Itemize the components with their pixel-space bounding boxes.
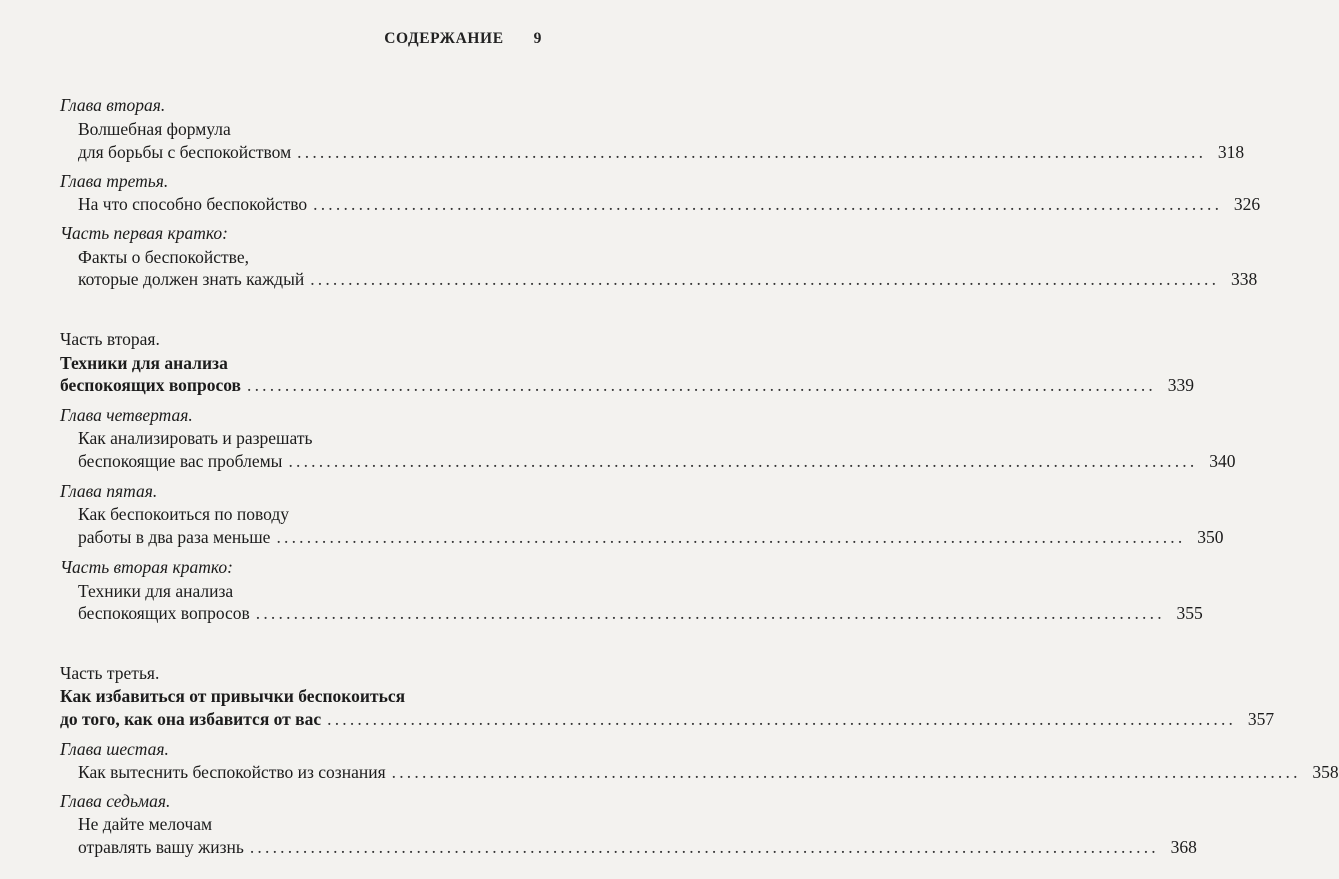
toc-title: Факты о беспокойстве, [78, 247, 249, 267]
dot-leader: ........................................................................................................................ [276, 527, 1186, 547]
toc-entry[interactable] [60, 708, 1275, 730]
dot-leader: ........................................................................................................................ [288, 451, 1198, 471]
toc-entry[interactable] [78, 761, 1339, 783]
toc-page-number: 326 [1233, 194, 1261, 214]
page-number: 9 [533, 30, 542, 47]
toc-title: беспокоящих вопросов [78, 603, 250, 623]
running-header [384, 30, 542, 48]
toc-page-number: 338 [1230, 269, 1258, 289]
toc-page-number: 350 [1197, 527, 1224, 547]
toc-entry[interactable] [78, 526, 1224, 548]
toc-title: Как вытеснить беспокойство из сознания [78, 762, 386, 782]
dot-leader: ........................................................................................................................ [327, 709, 1237, 729]
toc-page-number: 339 [1167, 375, 1194, 395]
toc-title: Не дайте мелочам [78, 814, 213, 834]
toc-title: Техники для анализа [78, 581, 234, 601]
toc-title: работы в два раза меньше [78, 527, 271, 547]
part-title: до того, как она избавится от вас [60, 709, 322, 729]
toc-label: Глава третья. [60, 171, 169, 191]
toc-entry[interactable] [78, 141, 1245, 163]
toc-title: Как анализировать и разрешать [78, 428, 313, 448]
toc-title: Как беспокоиться по поводу [78, 504, 290, 524]
toc-title: для борьбы с беспокойством [78, 142, 292, 162]
dot-leader: ........................................................................................................................ [310, 269, 1220, 289]
toc-title: которые должен знать каждый [78, 269, 305, 289]
toc-label: Глава седьмая. [60, 791, 171, 811]
toc-title: беспокоящие вас проблемы [78, 451, 283, 471]
toc-entry[interactable] [78, 602, 1203, 624]
toc-page-number: 355 [1176, 603, 1203, 623]
toc-page-number: 357 [1247, 709, 1275, 729]
toc-label: Часть вторая кратко: [60, 557, 233, 577]
dot-leader: ........................................................................................................................ [247, 375, 1156, 395]
dot-leader: ........................................................................................................................ [313, 194, 1223, 214]
toc-label: Глава шестая. [60, 739, 169, 759]
part-title: беспокоящих вопросов [60, 375, 241, 395]
header-title: СОДЕРЖАНИЕ [384, 30, 504, 47]
part-title: Техники для анализа [60, 353, 228, 373]
toc-entry[interactable] [78, 268, 1258, 290]
toc-page-number: 318 [1217, 142, 1245, 162]
toc-title: На что способно беспокойство [78, 194, 308, 214]
toc-entry[interactable] [78, 193, 1261, 215]
dot-leader: ........................................................................................................................ [391, 762, 1301, 782]
toc-entry[interactable] [60, 374, 1194, 396]
toc-entry[interactable] [78, 450, 1236, 472]
toc-label: Глава пятая. [60, 481, 158, 501]
toc-page-number: 340 [1209, 451, 1236, 471]
toc-page-number: 368 [1170, 837, 1197, 857]
toc-label: Глава вторая. [60, 95, 166, 115]
part-label: Часть вторая. [60, 329, 160, 349]
toc-label: Глава четвертая. [60, 405, 193, 425]
toc-label: Часть первая кратко: [60, 223, 228, 243]
toc-entry[interactable] [78, 836, 1197, 858]
toc-title: Волшебная формула [78, 119, 231, 139]
dot-leader: ........................................................................................................................ [255, 603, 1165, 623]
toc-title: отравлять вашу жизнь [78, 837, 244, 857]
dot-leader: ........................................................................................................................ [249, 837, 1159, 857]
dot-leader: ........................................................................................................................ [297, 142, 1207, 162]
part-title: Как избавиться от привычки беспокоиться [60, 686, 406, 706]
part-label: Часть третья. [60, 663, 160, 683]
toc-page-number: 358 [1312, 762, 1339, 782]
